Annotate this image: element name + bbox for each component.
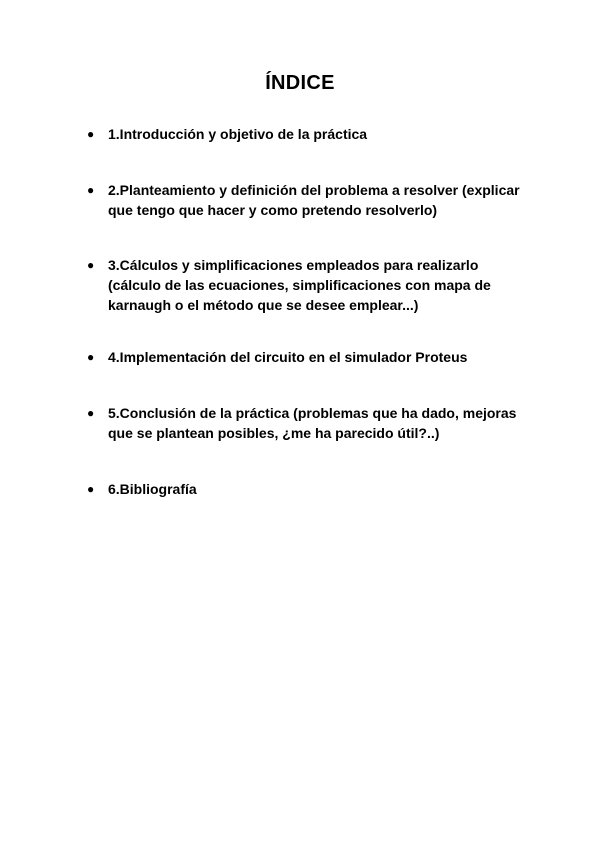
bullet-icon: ● (87, 406, 95, 420)
list-item-text: 3.Cálculos y simplificaciones empleados para realizarlo (cálculo de las ecuaciones, simplificaciones con mapa de karnaugh o el método que se desee emplear...) (108, 257, 491, 313)
list-item-text: 6.Bibliografía (108, 481, 197, 497)
list-item (87, 180, 537, 220)
list-item (87, 479, 537, 499)
list-item (87, 255, 537, 315)
list-item (87, 124, 537, 144)
bullet-icon: ● (87, 482, 95, 496)
list-item-text: 4.Implementación del circuito en el simulador Proteus (108, 349, 468, 365)
list-item-text: 1.Introducción y objetivo de la práctica (108, 126, 368, 142)
bullet-icon: ● (87, 183, 95, 197)
list-item-text: 5.Conclusión de la práctica (problemas que ha dado, mejoras que se plantean posibles, ¿me ha parecido útil?..) (108, 405, 517, 441)
list-item-text: 2.Planteamiento y definición del problema a resolver (explicar que tengo que hacer y como pretendo resolverlo) (108, 182, 520, 218)
list-item (87, 403, 537, 443)
bullet-icon: ● (87, 350, 95, 364)
list-item (87, 347, 537, 367)
bullet-icon: ● (87, 258, 95, 272)
bullet-icon: ● (87, 127, 95, 141)
page-title: ÍNDICE (265, 72, 335, 94)
